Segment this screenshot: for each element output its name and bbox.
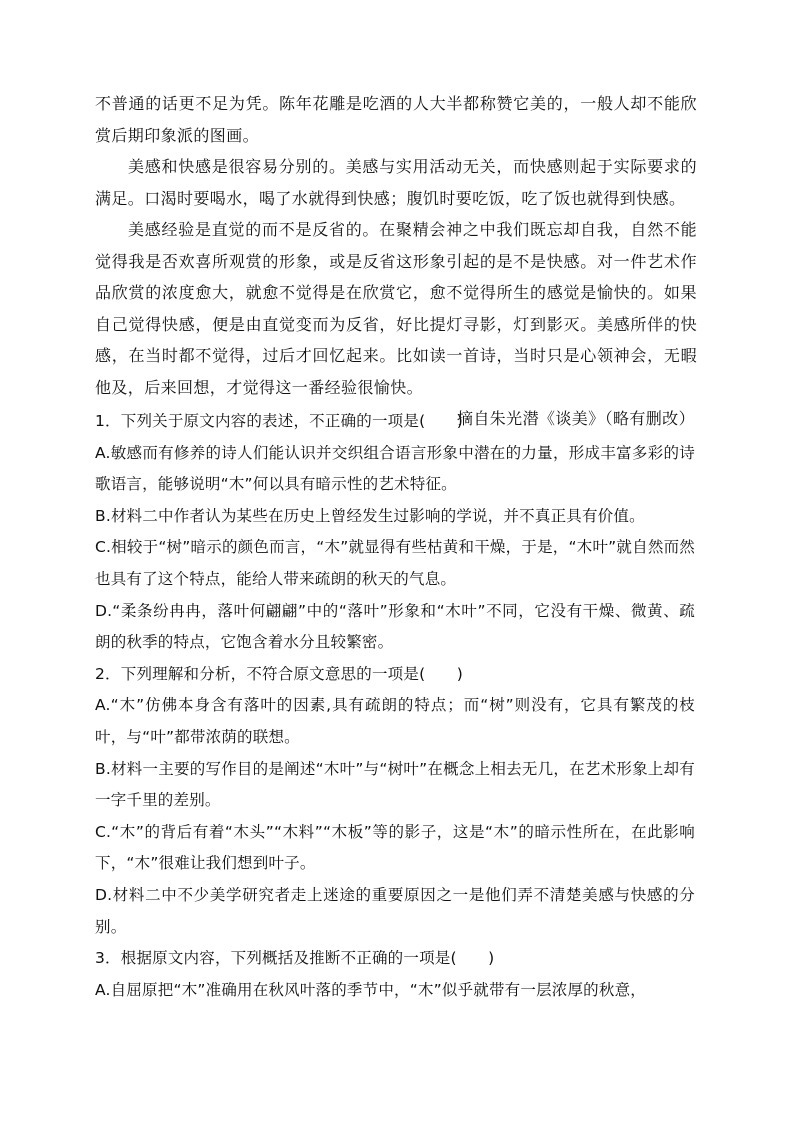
passage-paragraph-3: 美感经验是直觉的而不是反省的。在聚精会神之中我们既忘却自我，自然不能觉得我是否欢喜所观赏的形象，或是反省这形象引起的是不是快感。对一件艺术作品欣赏的浓度愈大，就愈不觉得是在欣赏它，愈不觉得所生的感觉是愉快的。如果自己觉得快感，便是由直觉变而为反省，好比提灯寻影，灯到影灭。美感所伴的快感，在当时都不觉得，过后才回忆起来。比如读一首诗，当时只是心领神会，无暇他及，后来回想，才觉得这一番经验很愉快。 [95, 220, 697, 397]
question-3-option-a: A.自屈原把“木”准确用在秋风叶落的季节中，“木”似乎就带有一层浓厚的秋意， [95, 980, 646, 999]
question-list [95, 406, 695, 1006]
passage-source: 摘自朱光潜《谈美》（略有删改） [456, 409, 695, 428]
question-2-option-d: D.材料二中不少美学研究者走上迷途的重要原因之一是他们弄不清楚美感与快感的分别。 [95, 885, 695, 936]
question-1-option-b: B.材料二中作者认为某些在历史上曾经发生过影响的学说，并不真正具有价值。 [95, 506, 645, 525]
passage-paragraph-2: 美感和快感是很容易分别的。美感与实用活动无关，而快感则起于实际要求的满足。口渴时要喝水，喝了水就得到快感；腹饥时要吃饭，吃了饭也就得到快感。 [95, 157, 697, 208]
question-2-option-a: A.“木”仿佛本身含有落叶的因素,具有疏朗的特点；而“树”则没有，它具有繁茂的枝叶，与“叶”都带浓荫的联想。 [95, 696, 695, 746]
question-1-option-d: D.“柔条纷冉冉，落叶何翩翩”中的“落叶”形象和“木叶”不同，它没有干燥、微黄、疏朗的秋季的特点，它饱含着水分且较繁密。 [95, 601, 695, 652]
question-2-option-c: C.“木”的背后有着“木头”“木料”“木板”等的影子，这是“木”的暗示性所在，在此影响下，“木”很难让我们想到叶子。 [95, 822, 695, 873]
question-2-option-b: B.材料一主要的写作目的是阐述“木叶”与“树叶”在概念上相去无几，在艺术形象上却有一字千里的差别。 [95, 759, 695, 810]
reading-passage [95, 88, 697, 435]
question-1-option-a: A.敏感而有修养的诗人们能认识并交织组合语言形象中潜在的力量，形成丰富多彩的诗歌语言，能够说明“木”何以具有暗示性的艺术特征。 [95, 443, 695, 494]
question-1-stem: 1．下列关于原文内容的表述，不正确的一项是( ) [95, 412, 463, 430]
passage-paragraph-1: 不普通的话更不足为凭。陈年花雕是吃酒的人大半都称赞它美的，一般人却不能欣赏后期印象派的图画。 [95, 94, 697, 145]
question-2-stem: 2．下列理解和分析，不符合原文意思的一项是( ) [95, 664, 463, 683]
question-3-stem: 3．根据原文内容，下列概括及推断不正确的一项是( ) [95, 949, 495, 968]
question-1-option-c: C.相较于“树”暗示的颜色而言，“木”就显得有些枯黄和干燥，于是，“木叶”就自然而然也具有了这个特点，能给人带来疏朗的秋天的气息。 [95, 538, 695, 588]
